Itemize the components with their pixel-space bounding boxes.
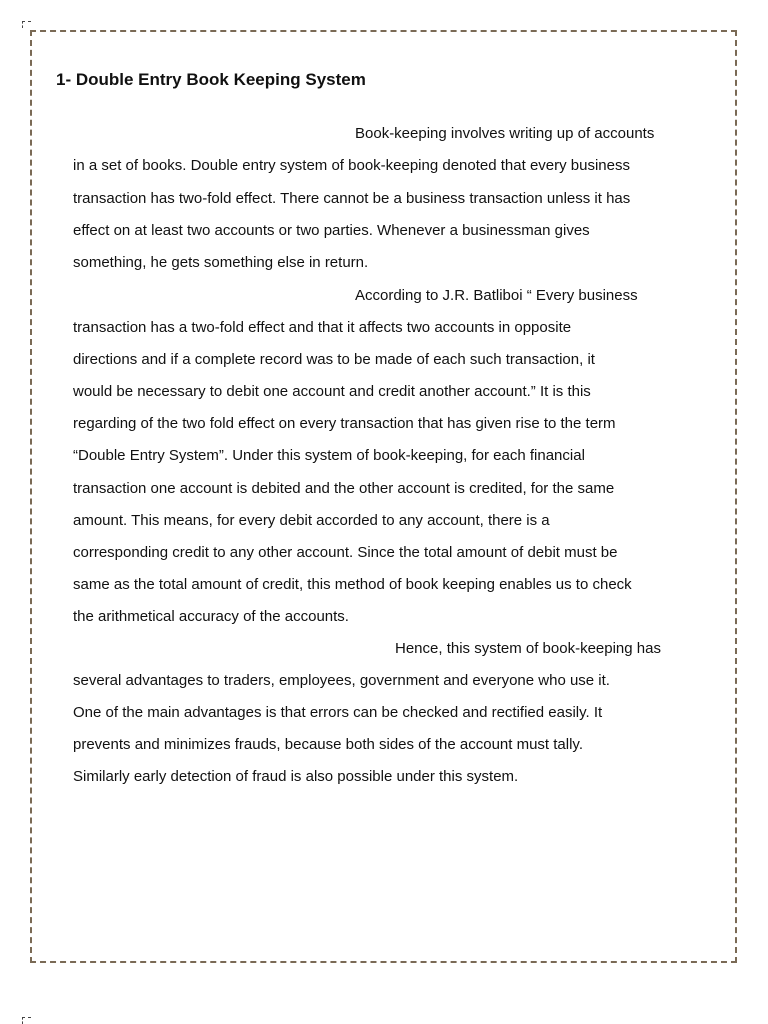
text-line: transaction has two-fold effect. There cannot be a business transaction unless it has: [73, 190, 631, 207]
text-line: directions and if a complete record was to be made of each such transaction, it: [73, 351, 595, 368]
text-line: According to J.R. Batliboi “ Every business: [355, 287, 638, 304]
text-line: corresponding credit to any other account. Since the total amount of debit must be: [73, 544, 618, 561]
text-line: the arithmetical accuracy of the accounts.: [73, 608, 349, 625]
text-line: amount. This means, for every debit accorded to any account, there is a: [73, 512, 550, 529]
text-line: several advantages to traders, employees, government and everyone who use it.: [73, 672, 610, 689]
text-line: regarding of the two fold effect on every transaction that has given rise to the term: [73, 415, 616, 432]
text-line: Book-keeping involves writing up of accounts: [355, 125, 655, 142]
text-line: “Double Entry System”. Under this system of book-keeping, for each financial: [73, 447, 585, 464]
crop-mark-top: [22, 21, 31, 28]
document-heading: 1- Double Entry Book Keeping System: [56, 70, 366, 89]
text-line: One of the main advantages is that errors can be checked and rectified easily. It: [73, 704, 603, 721]
crop-mark-bottom: [22, 1017, 31, 1024]
text-line: in a set of books. Double entry system of book-keeping denoted that every business: [73, 157, 630, 174]
text-line: transaction one account is debited and the other account is credited, for the same: [73, 480, 615, 497]
text-line: effect on at least two accounts or two parties. Whenever a businessman gives: [73, 222, 590, 239]
text-line: Hence, this system of book-keeping has: [395, 640, 661, 657]
text-line: something, he gets something else in return.: [73, 254, 369, 271]
text-line: same as the total amount of credit, this method of book keeping enables us to check: [73, 576, 632, 593]
text-line: Similarly early detection of fraud is also possible under this system.: [73, 768, 519, 785]
text-line: prevents and minimizes frauds, because both sides of the account must tally.: [73, 736, 583, 753]
text-line: would be necessary to debit one account and credit another account.” It is this: [73, 383, 591, 400]
text-line: transaction has a two-fold effect and that it affects two accounts in opposite: [73, 319, 572, 336]
